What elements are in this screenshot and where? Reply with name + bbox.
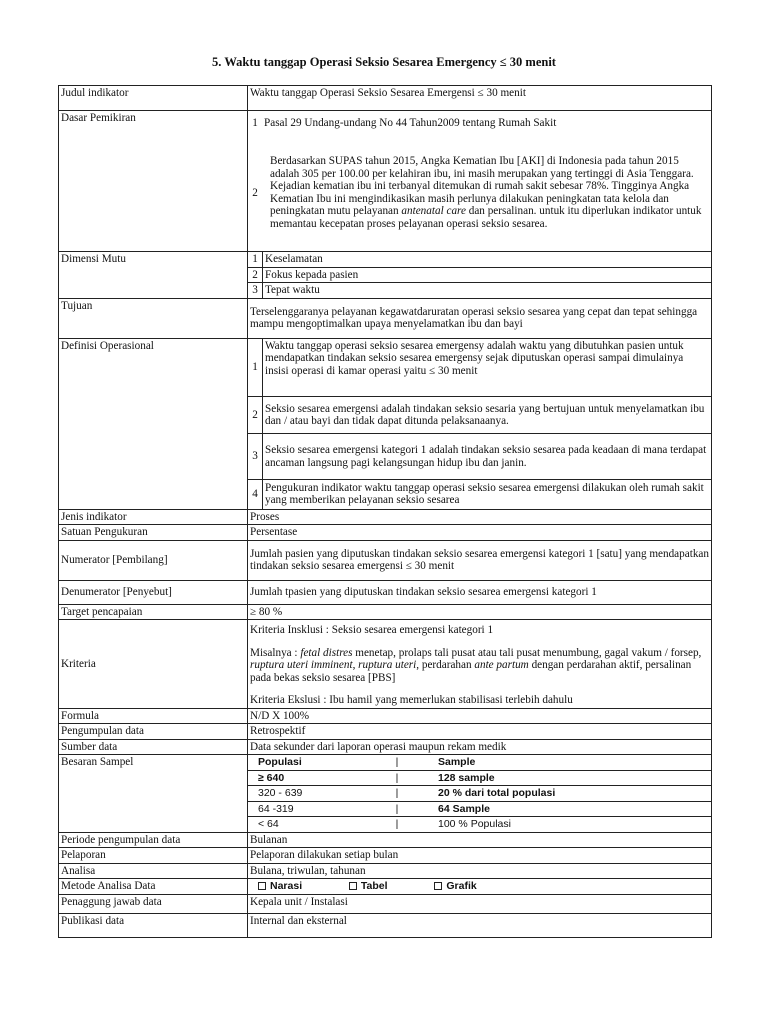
dasar-text-1: Pasal 29 Undang-undang No 44 Tahun2009 tentang Rumah Sakit xyxy=(264,117,557,130)
kriteria-m1-em: fetal distres xyxy=(300,646,353,659)
sample-header-pop: Populasi xyxy=(258,756,302,768)
value-sumber: Data sekunder dari laporan operasi maupun rekam medik xyxy=(248,739,712,755)
row-target xyxy=(59,604,712,620)
sample-sep-2: | xyxy=(380,786,414,802)
row-pelaporan xyxy=(59,848,712,864)
row-numerator xyxy=(59,540,712,580)
kriteria-m2-em: ruptura uteri imminent xyxy=(250,659,353,671)
value-penanggung: Kepala unit / Instalasi xyxy=(248,894,712,913)
kriteria-m5: dengan perdarahan aktif, persalinan pada bekas seksio sesarea [PBS] xyxy=(250,659,692,684)
sample-row xyxy=(248,801,711,817)
label-judul: Judul indikator xyxy=(59,86,248,111)
kriteria-eksklusi: Kriteria Ekslusi : Ibu hamil yang memerlukan stabilisasi terlebih dahulu xyxy=(250,694,573,706)
row-formula xyxy=(59,708,712,724)
kriteria-m3-em: ruptura uteri xyxy=(358,659,417,671)
sample-sep-1: | xyxy=(380,770,414,786)
label-kriteria: Kriteria xyxy=(59,620,248,709)
value-jenis: Proses xyxy=(248,509,712,525)
checkbox-grafik[interactable] xyxy=(434,882,442,890)
sample-table xyxy=(248,755,711,832)
row-tujuan xyxy=(59,298,712,338)
label-metode: Metode Analisa Data xyxy=(59,879,248,895)
value-formula: N/D X 100% xyxy=(248,708,712,724)
sample-val-4: 100 % Populasi xyxy=(414,817,711,832)
label-definisi: Definisi Operasional xyxy=(59,338,248,509)
definisi-text-4: Pengukuran indikator waktu tanggap operasi seksio sesarea emergensi dilakukan oleh rumah sakit yang memberikan pelayanan seksio sesarea xyxy=(263,480,712,509)
option-narasi: Narasi xyxy=(270,880,303,892)
dasar-text-2-em: antenatal care xyxy=(401,205,466,217)
value-besaran xyxy=(248,755,712,833)
row-definisi xyxy=(59,338,712,509)
value-periode: Bulanan xyxy=(248,832,712,848)
label-tujuan: Tujuan xyxy=(59,298,248,338)
label-satuan: Satuan Pengukuran xyxy=(59,525,248,541)
value-publikasi: Internal dan eksternal xyxy=(248,913,712,937)
row-pengumpulan xyxy=(59,724,712,740)
dasar-list xyxy=(248,111,711,251)
sample-sep-4: | xyxy=(380,817,414,832)
option-tabel: Tabel xyxy=(360,880,388,892)
sample-header-sample: Sample xyxy=(438,756,476,768)
dasar-num-2: 2 xyxy=(252,187,258,200)
row-dimensi xyxy=(59,252,712,299)
option-grafik: Grafik xyxy=(446,880,477,892)
definisi-num-2: 2 xyxy=(248,397,263,434)
sample-pop-4: < 64 xyxy=(248,817,380,832)
definisi-num-3: 3 xyxy=(248,434,263,480)
row-kriteria xyxy=(59,620,712,709)
row-judul xyxy=(59,86,712,111)
value-kriteria xyxy=(248,620,712,709)
value-pengumpulan: Retrospektif xyxy=(248,724,712,740)
sample-pop-2: 320 - 639 xyxy=(248,786,380,802)
page-title: 5. Waktu tanggap Operasi Seksio Sesarea Emergency ≤ 30 menit xyxy=(212,55,556,69)
label-dimensi: Dimensi Mutu xyxy=(59,252,248,299)
kriteria-misalnya xyxy=(250,647,709,685)
value-metode xyxy=(248,879,712,895)
value-numerator: Jumlah pasien yang diputuskan tindakan seksio sesarea emergensi kategori 1 [satu] yang mendapatkan tindakan seksio sesarea emergensi ≤ 30 menit xyxy=(248,540,712,580)
label-formula: Formula xyxy=(59,708,248,724)
sample-val-1: 128 sample xyxy=(414,770,711,786)
definisi-num-4: 4 xyxy=(248,480,263,509)
definisi-text-2: Seksio sesarea emergensi adalah tindakan seksio sesaria yang bertujuan untuk menyelamatkan ibu dan / atau bayi dan tidak dapat ditunda pelaksanaanya. xyxy=(263,397,712,434)
sample-pop-3: 64 -319 xyxy=(248,801,380,817)
sample-row xyxy=(248,786,711,802)
sample-val-2: 20 % dari total populasi xyxy=(414,786,711,802)
dimensi-num-3: 3 xyxy=(248,283,263,298)
label-jenis: Jenis indikator xyxy=(59,509,248,525)
label-pelaporan: Pelaporan xyxy=(59,848,248,864)
dasar-num-1: 1 xyxy=(252,117,258,130)
definisi-text-1: Waktu tanggap operasi seksio sesarea emergensy adalah waktu yang dibutuhkan pasien untuk mendapatkan tindakan seksio sesarea emergensy sejak diputuskan operasi sampai dimulainya insisi operasi di kamar operasi yaitu ≤ 30 menit xyxy=(265,339,684,377)
row-sumber xyxy=(59,739,712,755)
row-penanggung xyxy=(59,894,712,913)
dimensi-text-1: Keselamatan xyxy=(265,253,323,265)
sample-pop-1: ≥ 640 xyxy=(248,770,380,786)
value-pelaporan: Pelaporan dilakukan setiap bulan xyxy=(248,848,712,864)
label-periode: Periode pengumpulan data xyxy=(59,832,248,848)
label-dasar: Dasar Pemikiran xyxy=(59,111,248,252)
sample-val-3: 64 Sample xyxy=(414,801,711,817)
label-pengumpulan: Pengumpulan data xyxy=(59,724,248,740)
row-analisa xyxy=(59,863,712,879)
kriteria-m4-em: ante partum xyxy=(474,659,529,671)
label-penanggung: Penaggung jawab data xyxy=(59,894,248,913)
sample-sep-3: | xyxy=(380,801,414,817)
value-dasar xyxy=(248,111,712,252)
value-definisi xyxy=(248,338,712,509)
value-analisa: Bulana, triwulan, tahunan xyxy=(248,863,712,879)
dasar-text-2a: Berdasarkan SUPAS tahun 2015, Angka Kematian Ibu [AKI] di Indonesia pada tahun 2015 adalah 305 per 100.00 per kelahiran ibu, ini masih merupakan yang tertinggi di Asia Tenggara. Kejadian kematian ibu ini terbanyal ditemukan di rumah sakit sebesar 78%. Tingginya Angka Kematian Ibu ini mengindikasikan masih perlunya dilakukan peningkatan tata kelola dan peningkatan mutu pelayanan xyxy=(270,155,694,217)
dimensi-list xyxy=(248,252,711,298)
value-target: ≥ 80 % xyxy=(248,604,712,620)
row-periode xyxy=(59,832,712,848)
row-jenis xyxy=(59,509,712,525)
row-denumerator xyxy=(59,580,712,604)
checkbox-tabel[interactable] xyxy=(349,882,357,890)
definisi-text-3: Seksio sesarea emergensi kategori 1 adalah tindakan seksio sesarea pada keadaan di mana terdapat ancaman langsung pagi kelangsungan hidup ibu dan janin. xyxy=(263,434,712,480)
value-judul: Waktu tanggap Operasi Seksio Sesarea Emergensi ≤ 30 menit xyxy=(248,86,712,111)
dimensi-num-1: 1 xyxy=(248,252,263,267)
row-besaran xyxy=(59,755,712,833)
definisi-num-1: 1 xyxy=(248,339,263,397)
row-dasar xyxy=(59,111,712,252)
label-target: Target pencapaian xyxy=(59,604,248,620)
sample-header xyxy=(248,755,711,770)
label-analisa: Analisa xyxy=(59,863,248,879)
kriteria-inklusi: Kriteria Insklusi : Seksio sesarea emergensi kategori 1 xyxy=(250,624,494,636)
dasar-text-2b: dan persalinan. untuk itu diperlukan indikator untuk memantau kecepatan proses pelayanan operasi seksio sesarea. xyxy=(270,205,702,230)
indicator-table xyxy=(58,85,712,938)
dasar-text-2 xyxy=(262,136,711,251)
dimensi-num-2: 2 xyxy=(248,267,263,283)
value-denumerator: Jumlah tpasien yang diputuskan tindakan seksio sesarea emergensi kategori 1 xyxy=(248,580,712,604)
row-satuan xyxy=(59,525,712,541)
sample-header-sep: | xyxy=(395,756,399,768)
label-publikasi: Publikasi data xyxy=(59,913,248,937)
row-metode xyxy=(59,879,712,895)
label-denumerator: Denumerator [Penyebut] xyxy=(59,580,248,604)
value-satuan: Persentase xyxy=(248,525,712,541)
value-dimensi xyxy=(248,252,712,299)
label-besaran: Besaran Sampel xyxy=(59,755,248,833)
kriteria-m2: menetap, prolaps tali pusat atau tali pusat menumbung, gagal vakum / forsep, xyxy=(352,646,702,659)
row-publikasi xyxy=(59,913,712,937)
kriteria-m1: Misalnya : xyxy=(250,646,301,659)
dimensi-text-3: Tepat waktu xyxy=(263,283,712,298)
sample-row xyxy=(248,770,711,786)
definisi-list xyxy=(248,339,711,509)
sample-row xyxy=(248,817,711,832)
dimensi-text-2: Fokus kepada pasien xyxy=(263,267,712,283)
kriteria-m4: , perdarahan xyxy=(416,659,475,671)
kriteria-m3: , xyxy=(352,659,359,671)
checkbox-narasi[interactable] xyxy=(258,882,266,890)
label-numerator: Numerator [Pembilang] xyxy=(59,540,248,580)
value-tujuan: Terselenggaranya pelayanan kegawatdaruratan operasi seksio sesarea yang cepat dan tepat sehingga mampu mengoptimalkan upaya menyelamatkan ibu dan bayi xyxy=(248,298,712,338)
label-sumber: Sumber data xyxy=(59,739,248,755)
